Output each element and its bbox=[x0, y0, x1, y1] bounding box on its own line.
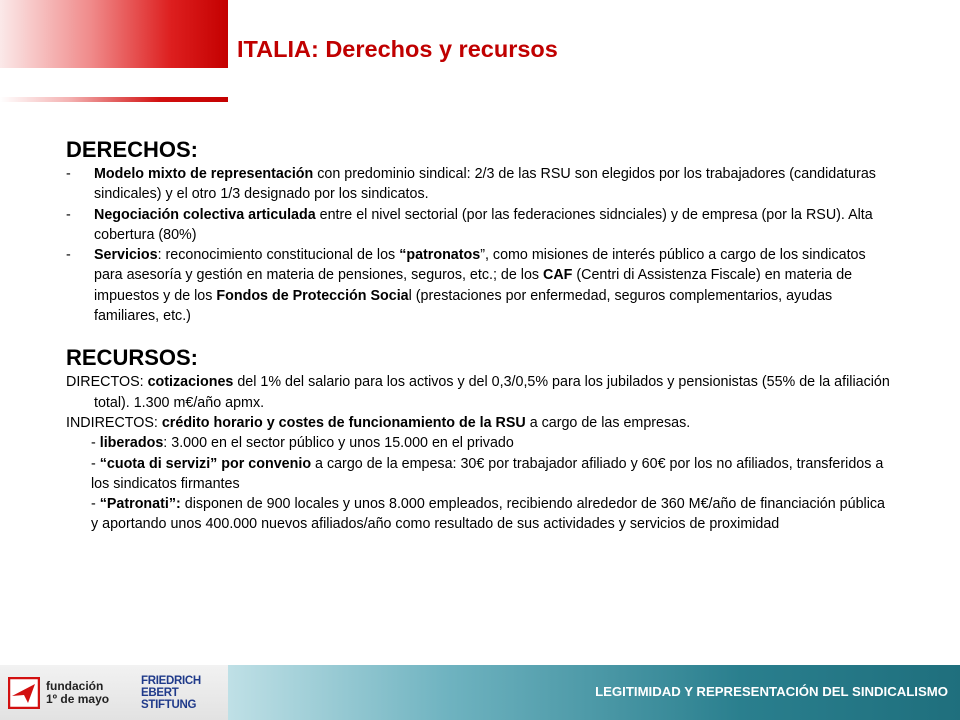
item-bold-text: “Patronati”: bbox=[99, 496, 181, 513]
logo2-line: STIFTUNG bbox=[141, 699, 197, 711]
footer-text: LEGITIMIDAD Y REPRESENTACIÓN DEL SINDICALISMO bbox=[595, 684, 948, 699]
logo1-line: 1º de mayo bbox=[46, 692, 110, 706]
item-prefix: - bbox=[91, 496, 100, 513]
indirectos-bold-text: crédito horario y costes de funcionamiento de la RSU bbox=[161, 414, 526, 431]
item-bold-text: liberados bbox=[99, 435, 164, 452]
logo2-line: EBERT bbox=[141, 687, 179, 699]
bullet-dash: - bbox=[66, 247, 71, 264]
item-prefix: - bbox=[91, 435, 100, 452]
bullet-bold-text: CAF bbox=[543, 267, 573, 284]
bullet-text: (Centri di Assistenza Fiscale) en materia de impuestos y de los bbox=[94, 267, 853, 304]
item-prefix: - bbox=[91, 455, 100, 472]
footer-band bbox=[228, 665, 960, 720]
item-text: disponen de 900 locales y unos 8.000 empleados, recibiendo alrededor de 360 M€/año de financiación pública y aportando unos 400.000 nuevos afiliados/año como resultado de sus actividades y servicios de proximidad bbox=[91, 496, 885, 533]
slide-title: ITALIA: Derechos y recursos bbox=[237, 36, 558, 62]
indirectos-text: a cargo de las empresas. bbox=[525, 414, 691, 431]
recursos-directos bbox=[66, 372, 892, 413]
indirectos-item-patronati bbox=[66, 494, 892, 535]
bullet-bold-text: Servicios bbox=[94, 247, 158, 264]
directos-label: DIRECTOS: bbox=[66, 374, 148, 391]
fundacion-logo-icon bbox=[8, 677, 40, 709]
header-accent-line bbox=[0, 97, 228, 102]
derechos-bullet-negociacion bbox=[66, 205, 892, 246]
item-text: : 3.000 en el sector público y unos 15.000 en el privado bbox=[163, 435, 514, 452]
item-bold-text: “cuota di servizi” por convenio bbox=[99, 455, 312, 472]
fundacion-logo-text bbox=[46, 680, 109, 706]
recursos-indirectos bbox=[66, 413, 892, 433]
friedrich-ebert-logo bbox=[141, 675, 201, 711]
footer-logos bbox=[0, 665, 228, 720]
slide-content bbox=[66, 136, 892, 535]
bullet-text: : reconocimiento constitucional de los bbox=[157, 247, 400, 264]
bullet-bold-text: “patronatos bbox=[399, 247, 481, 264]
bullet-bold-text: Modelo mixto de representación bbox=[94, 166, 314, 182]
indirectos-item-liberados bbox=[66, 433, 892, 453]
bullet-text: entre el nivel sectorial (por las federaciones sidnciales) y de empresa (por la RSU). Alta cobertura (80%) bbox=[94, 206, 873, 243]
footer-bar bbox=[0, 665, 960, 720]
derechos-bullet-servicios bbox=[66, 245, 892, 326]
derechos-bullet-representacion bbox=[66, 164, 892, 205]
item-text: a cargo de la empesa: 30€ por trabajador afiliado y 60€ por los no afiliados, transferidos a los sindicatos firmantes bbox=[91, 455, 884, 492]
indirectos-item-cuota bbox=[66, 454, 892, 495]
bullet-text: con predominio sindical: 2/3 de las RSU son elegidos por los trabajadores (candidaturas sindicales) y el otro 1/3 designado por los sindicatos. bbox=[94, 166, 876, 203]
bullet-bold-text: Fondos de Protección Socia bbox=[216, 287, 409, 304]
bullet-bold-text: Negociación colectiva articulada bbox=[94, 206, 316, 223]
header-accent-block bbox=[0, 0, 228, 68]
bullet-text: l (prestaciones por enfermedad, seguros complementarios, ayudas familiares, etc.) bbox=[94, 287, 833, 325]
derechos-heading: DERECHOS: bbox=[66, 137, 199, 162]
recursos-heading: RECURSOS: bbox=[66, 345, 199, 371]
logo1-line: fundación bbox=[46, 679, 104, 693]
directos-text: del 1% del salario para los activos y del 0,3/0,5% para los jubilados y pensionistas (55% de la afiliación total). 1.300 m€/año apmx. bbox=[94, 374, 890, 411]
bullet-dash: - bbox=[66, 166, 71, 182]
logo2-line: FRIEDRICH bbox=[141, 675, 201, 687]
indirectos-label: INDIRECTOS: bbox=[66, 414, 162, 431]
bullet-dash: - bbox=[66, 206, 71, 223]
bullet-text: ”, como misiones de interés público a cargo de los sindicatos para asesoría y gestión en materia de pensiones, seguros, etc.; de los bbox=[94, 247, 866, 284]
directos-bold-text: cotizaciones bbox=[147, 374, 234, 391]
